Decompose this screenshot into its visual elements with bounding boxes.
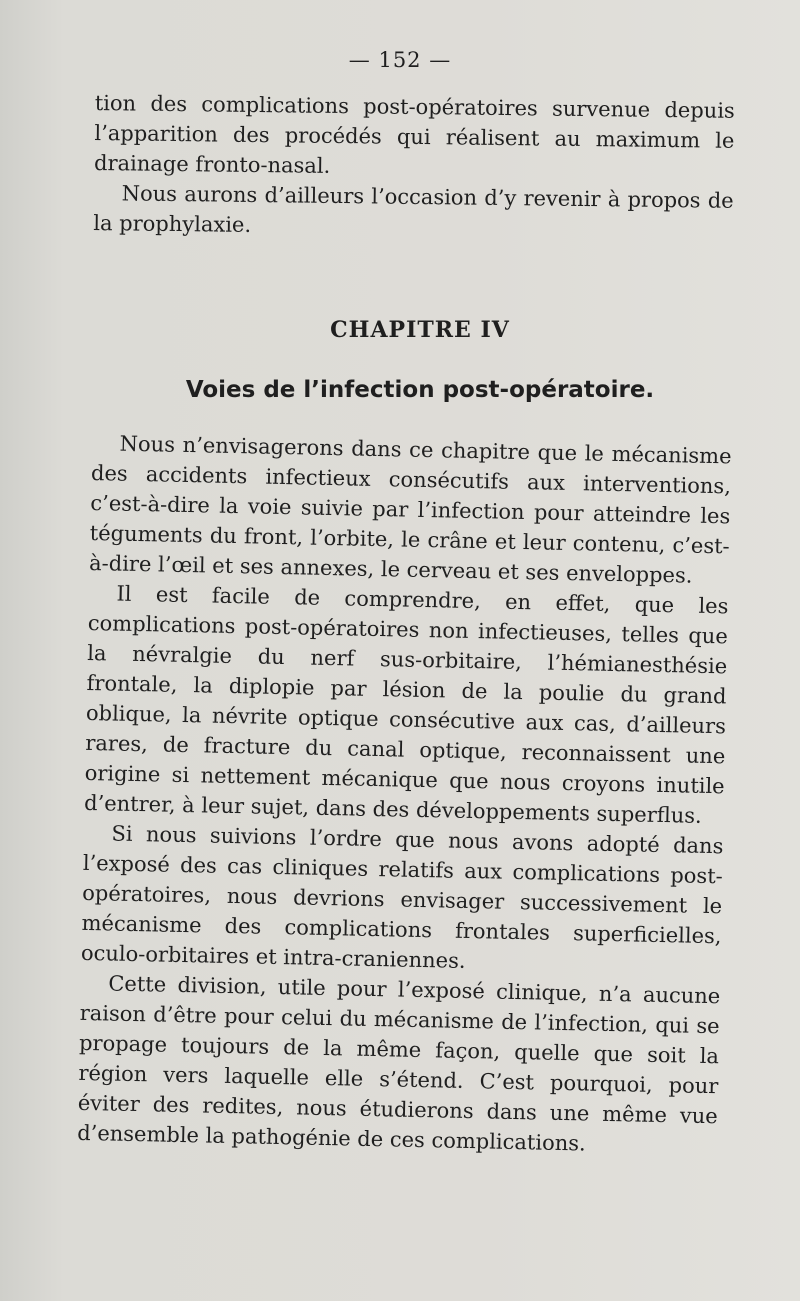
page-number: — 152 — xyxy=(348,48,452,72)
top-text-block xyxy=(93,88,735,246)
chapter-heading: CHAPITRE IV xyxy=(330,317,510,343)
paragraph: tion des complications post-opératoires survenue depuis l’apparition des procédés qui réalisent au maximum le drainage fronto-nasal. xyxy=(93,90,735,178)
paragraph: Il est facile de comprendre, en effet, que les complications post-opératoires non infectieuses, telles que la névralgie du nerf sus-orbitaire, l’hémianesthésie frontale, la diplopie par lésion de la poulie du grand oblique, la névrite optique consécutive aux cas, d’ailleurs rares, de fracture du canal optique, reconnaissent une origine si nettement mécanique que nous croyons inutile d’entrer, à leur sujet, dans des développements superflus. xyxy=(83,581,729,828)
paragraph: Si nous suivions l’ordre que nous avons adopté dans l’exposé des cas cliniques relatifs aux complications post-opératoires, nous devrions envisager successivement le mécanisme des complications frontales superficielles, oculo-orbitaires et intra-craniennes. xyxy=(80,821,724,973)
section-title: Voies de l’infection post-opératoire. xyxy=(185,377,655,403)
main-text-block xyxy=(77,428,732,1161)
paragraph: Nous aurons d’ailleurs l’occasion d’y revenir à propos de la prophylaxie. xyxy=(93,181,734,237)
paragraph: Nous n’envisagerons dans ce chapitre que le mécanisme des accidents infectieux consécutifs aux interventions, c’est-à-dire la voie suivie par l’infection pour atteindre les téguments du front, l’orbite, le crâne et leur contenu, c’est-à-dire l’œil et ses annexes, le cerveau et ses enveloppes. xyxy=(88,431,732,588)
paragraph: Cette division, utile pour l’exposé clinique, n’a aucune raison d’être pour celui du mécanisme de l’infection, qui se propage toujours de la même façon, quelle que soit la région vers laquelle elle s’étend. C’est pourquoi, pour éviter des redites, nous étudierons dans une même vue d’ensemble la pathogénie de ces complications. xyxy=(76,971,721,1156)
